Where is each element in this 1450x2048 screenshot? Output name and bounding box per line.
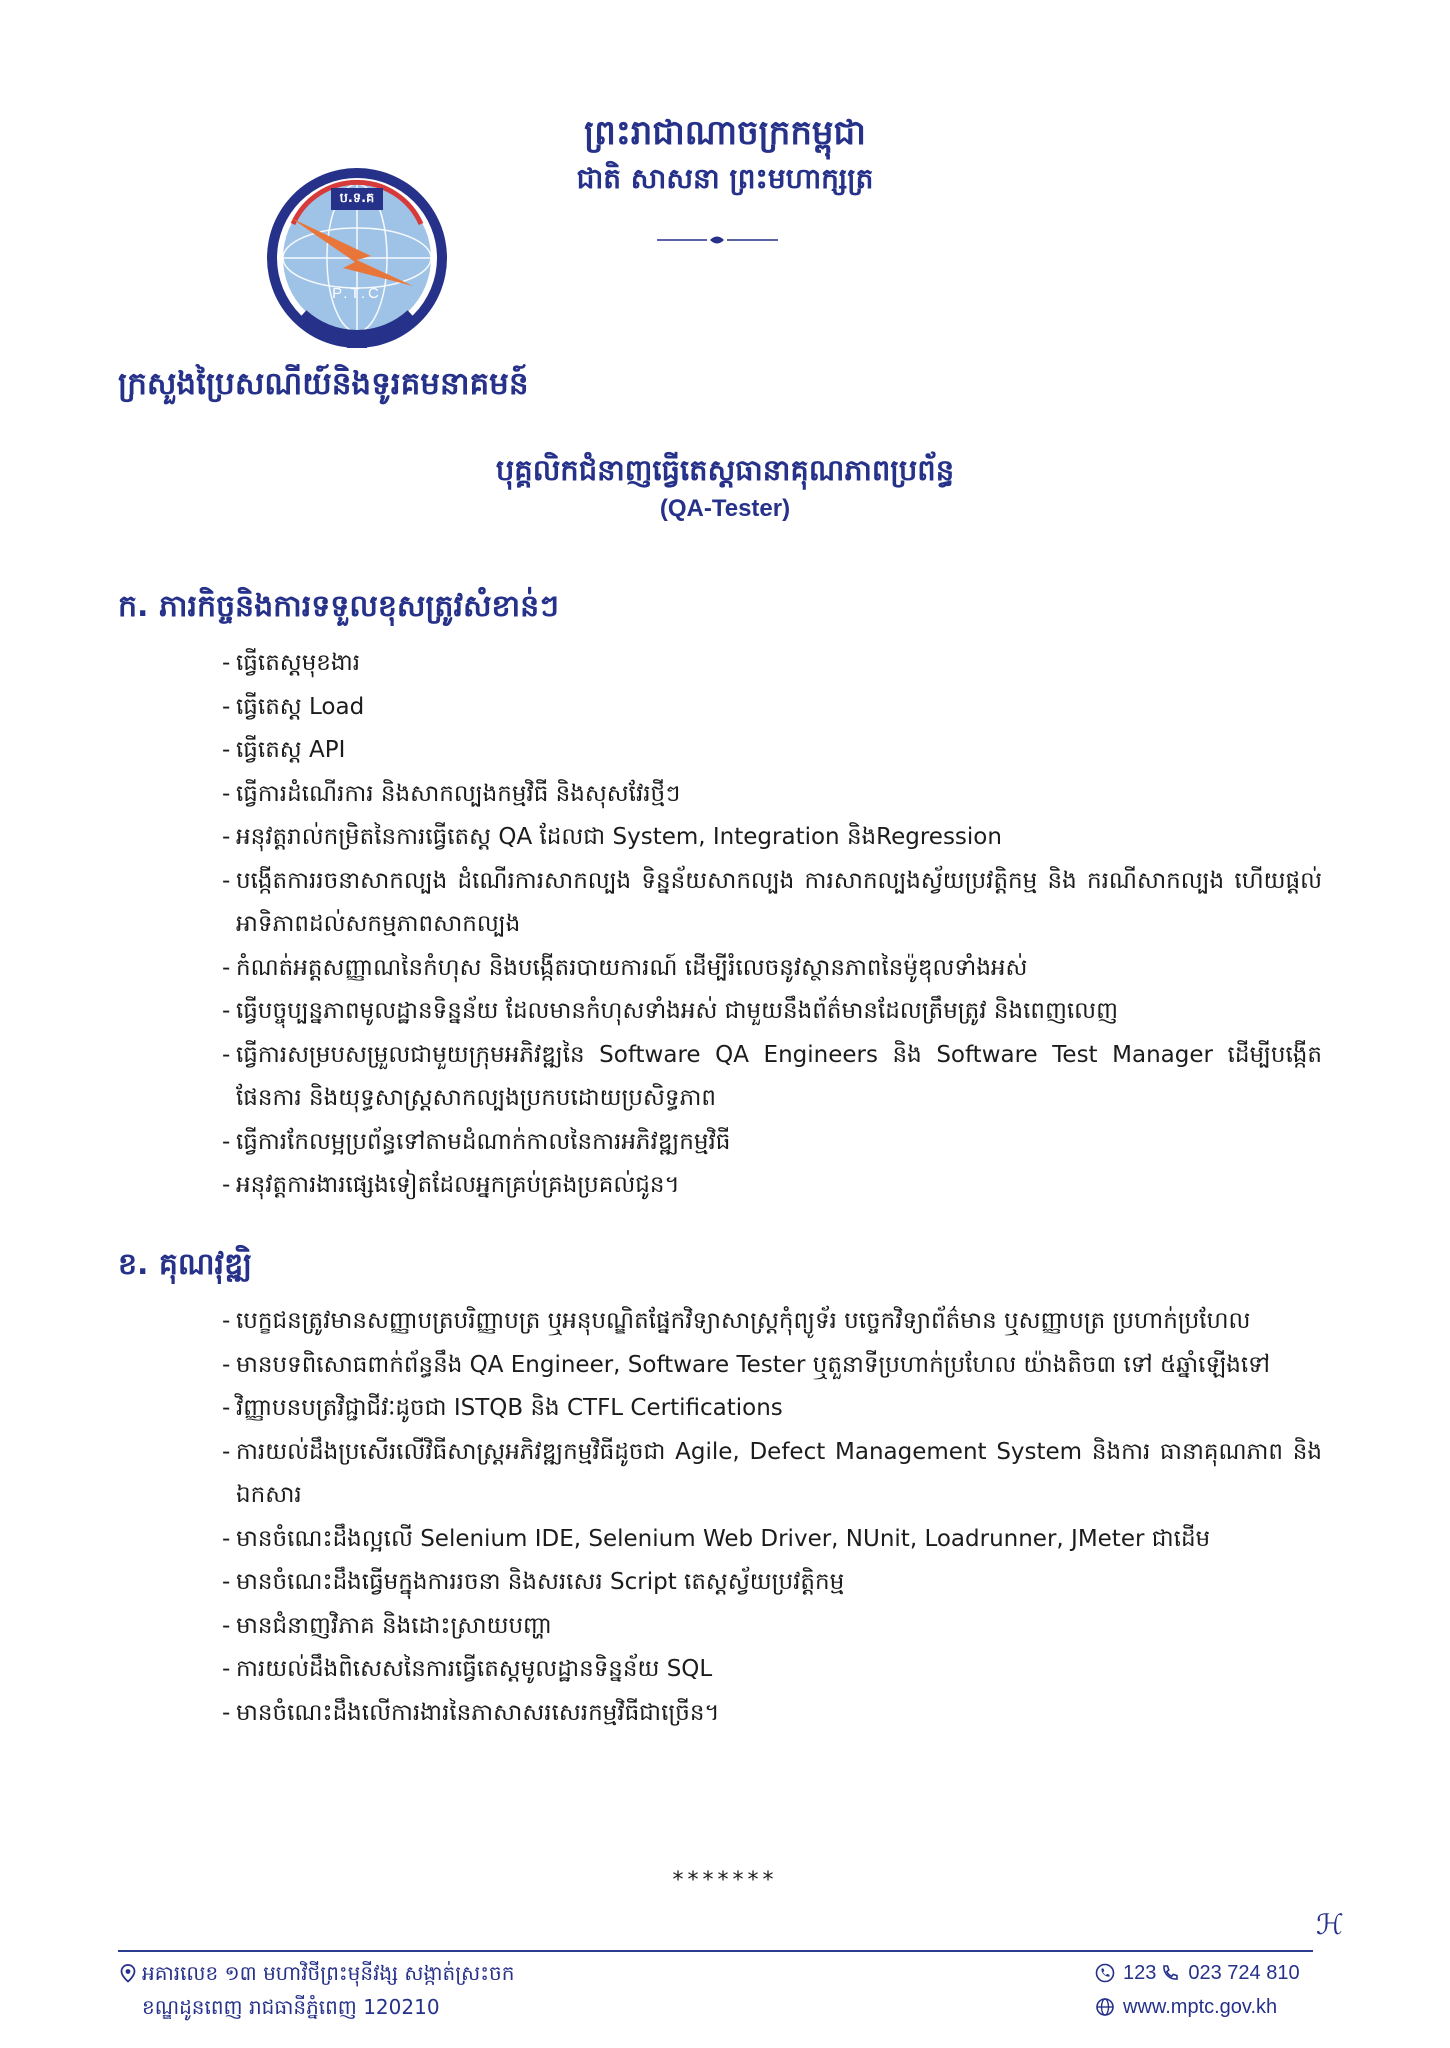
logo-text-bottom: P.T.C	[332, 285, 382, 302]
list-item: - អនុវត្តការងារផ្សេងទៀតដែលអ្នកគ្រប់គ្រងប្រគល់ជូន។	[222, 1164, 1322, 1208]
location-icon	[118, 1963, 138, 1983]
list-item: - អនុវត្តរាល់កម្រិតនៃការធ្វើតេស្ត QA ដែលជា System, Integration និងRegression	[222, 816, 1322, 860]
list-item: - ធ្វើតេស្តមុខងារ	[222, 642, 1322, 686]
address-line-2: ខណ្ឌដូនពេញ រាជធានីភ្នំពេញ 120210	[142, 1995, 440, 2019]
list-item: - ធ្វើការដំណើរការ និងសាកល្បងកម្មវិធី និងសុសវែរថ្មីៗ	[222, 773, 1322, 817]
list-item: - មានចំណេះដឹងល្អលើ Selenium IDE, Selenium Web Driver, NUnit, Loadrunner, JMeter ជាដើម	[222, 1518, 1322, 1562]
list-item: - ធ្វើបច្ចុប្បន្នភាពមូលដ្ឋានទិន្នន័យ ដែលមានកំហុសទាំងអស់ ជាមួយនឹងព័ត៌មានដែលត្រឹមត្រូវ និងពេញលេញ	[222, 990, 1322, 1034]
footer-address	[118, 1956, 514, 2024]
job-title	[0, 448, 1450, 526]
list-item: - មានជំនាញវិភាគ និងដោះស្រាយបញ្ហា	[222, 1605, 1322, 1649]
responsibilities-list	[222, 642, 1322, 1208]
signature-initials: ℋ	[1316, 1908, 1344, 1941]
list-item: - មានចំណេះដឹងលើការងារនៃភាសាសរសេរកម្មវិធីជាច្រើន។	[222, 1692, 1322, 1736]
list-item: - មានបទពិសោធពាក់ព័ន្ធនឹង QA Engineer, Software Tester ឬតួនាទីប្រហាក់ប្រហែល យ៉ាងតិច៣ ទៅ ៥ឆ្នាំឡើងទៅ	[222, 1344, 1322, 1388]
list-item: - បេក្ខជនត្រូវមានសញ្ញាបត្របរិញ្ញាបត្រ ឬអនុបណ្ឌិតផ្នែកវិទ្យាសាស្ត្រកុំព្យូទ័រ បច្ចេកវិទ្យាព័ត៌មាន ឬសញ្ញាបត្រ ប្រហាក់ប្រហែល	[222, 1300, 1322, 1344]
job-title-khmer: បុគ្គលិកជំនាញធ្វើតេស្តធានាគុណភាពប្រព័ន្ធ	[495, 453, 955, 487]
job-title-english: (QA-Tester)	[659, 495, 791, 522]
section-heading-responsibilities: ក. ភារកិច្ចនិងការទទួលខុសត្រូវសំខាន់ៗ	[118, 589, 559, 624]
phone-icon	[1160, 1963, 1180, 1983]
kingdom-title: ព្រះរាជាណាចក្រកម្ពុជា	[584, 113, 866, 153]
footer-contact	[1095, 1956, 1300, 2024]
list-item: - ធ្វើតេស្ត API	[222, 729, 1322, 773]
qualifications-list	[222, 1300, 1322, 1735]
website-link[interactable]: www.mptc.gov.kh	[1123, 1996, 1278, 2018]
address-line-1: អគារលេខ ១៣ មហាវិថីព្រះមុនីវង្ស សង្កាត់ស្រះចក	[142, 1961, 515, 1985]
globe-icon	[1095, 1997, 1115, 2017]
list-item: - ធ្វើការកែលម្អប្រព័ន្ធទៅតាមដំណាក់កាលនៃការអភិវឌ្ឍកម្មវិធី	[222, 1121, 1322, 1165]
logo-text-top: ប.ទ.គ	[339, 191, 375, 206]
kingdom-heading	[525, 108, 925, 200]
section-heading-qualifications: ខ. គុណវុឌ្ឍិ	[118, 1247, 253, 1282]
list-item: - វិញ្ញាបនបត្រវិជ្ជាជីវៈដូចជា ISTQB និង CTFL Certifications	[222, 1387, 1322, 1431]
list-item: - ការយល់ដឹងប្រសើរលើវិធីសាស្ត្រអភិវឌ្ឍកម្មវិធីដូចជា Agile, Defect Management System និងការ ធានាគុណភាព និងឯកសារ	[222, 1431, 1322, 1518]
list-item: - ការយល់ដឹងពិសេសនៃការធ្វើតេស្តមូលដ្ឋានទិន្នន័យ SQL	[222, 1648, 1322, 1692]
footer-divider	[118, 1950, 1313, 1952]
phone-number[interactable]: 023 724 810	[1188, 1962, 1300, 1984]
list-item: - បង្កើតការរចនាសាកល្បង ដំណើរការសាកល្បង ទិន្នន័យសាកល្បង ការសាកល្បងស្វ័យប្រវត្តិកម្ម និង ករណីសាកល្បង ហើយផ្តល់អាទិភាពដល់សកម្មភាពសាកល្បង	[222, 860, 1322, 947]
list-item: - កំណត់អត្តសញ្ញាណនៃកំហុស និងបង្កើតរបាយការណ៍ ដើម្បីរំលេចនូវស្ថានភាពនៃម៉ូឌុលទាំងអស់	[222, 947, 1322, 991]
list-item: - ធ្វើការសម្របសម្រួលជាមួយក្រុមអភិវឌ្ឍនៃ Software QA Engineers និង Software Test Manager ដើម្បីបង្កើតផែនការ និងយុទ្ធសាស្ត្រសាកល្បងប្រកបដោយប្រសិទ្ធភាព	[222, 1034, 1322, 1121]
national-motto: ជាតិ សាសនា ព្រះមហាក្សត្រ	[576, 162, 874, 195]
ornament-divider	[655, 234, 780, 246]
list-item: - ធ្វើតេស្ត Load	[222, 686, 1322, 730]
list-item: - មានចំណេះដឹងធ្វើមក្នុងការរចនា និងសរសេរ Script តេស្តស្វ័យប្រវត្តិកម្ម	[222, 1561, 1322, 1605]
ministry-name: ក្រសួងប្រៃសណីយ៍និងទូរគមនាគមន៍	[118, 366, 529, 402]
end-mark: *******	[672, 1868, 778, 1893]
hotline-number[interactable]: 123	[1123, 1962, 1157, 1984]
phone-icon	[1095, 1963, 1115, 1983]
